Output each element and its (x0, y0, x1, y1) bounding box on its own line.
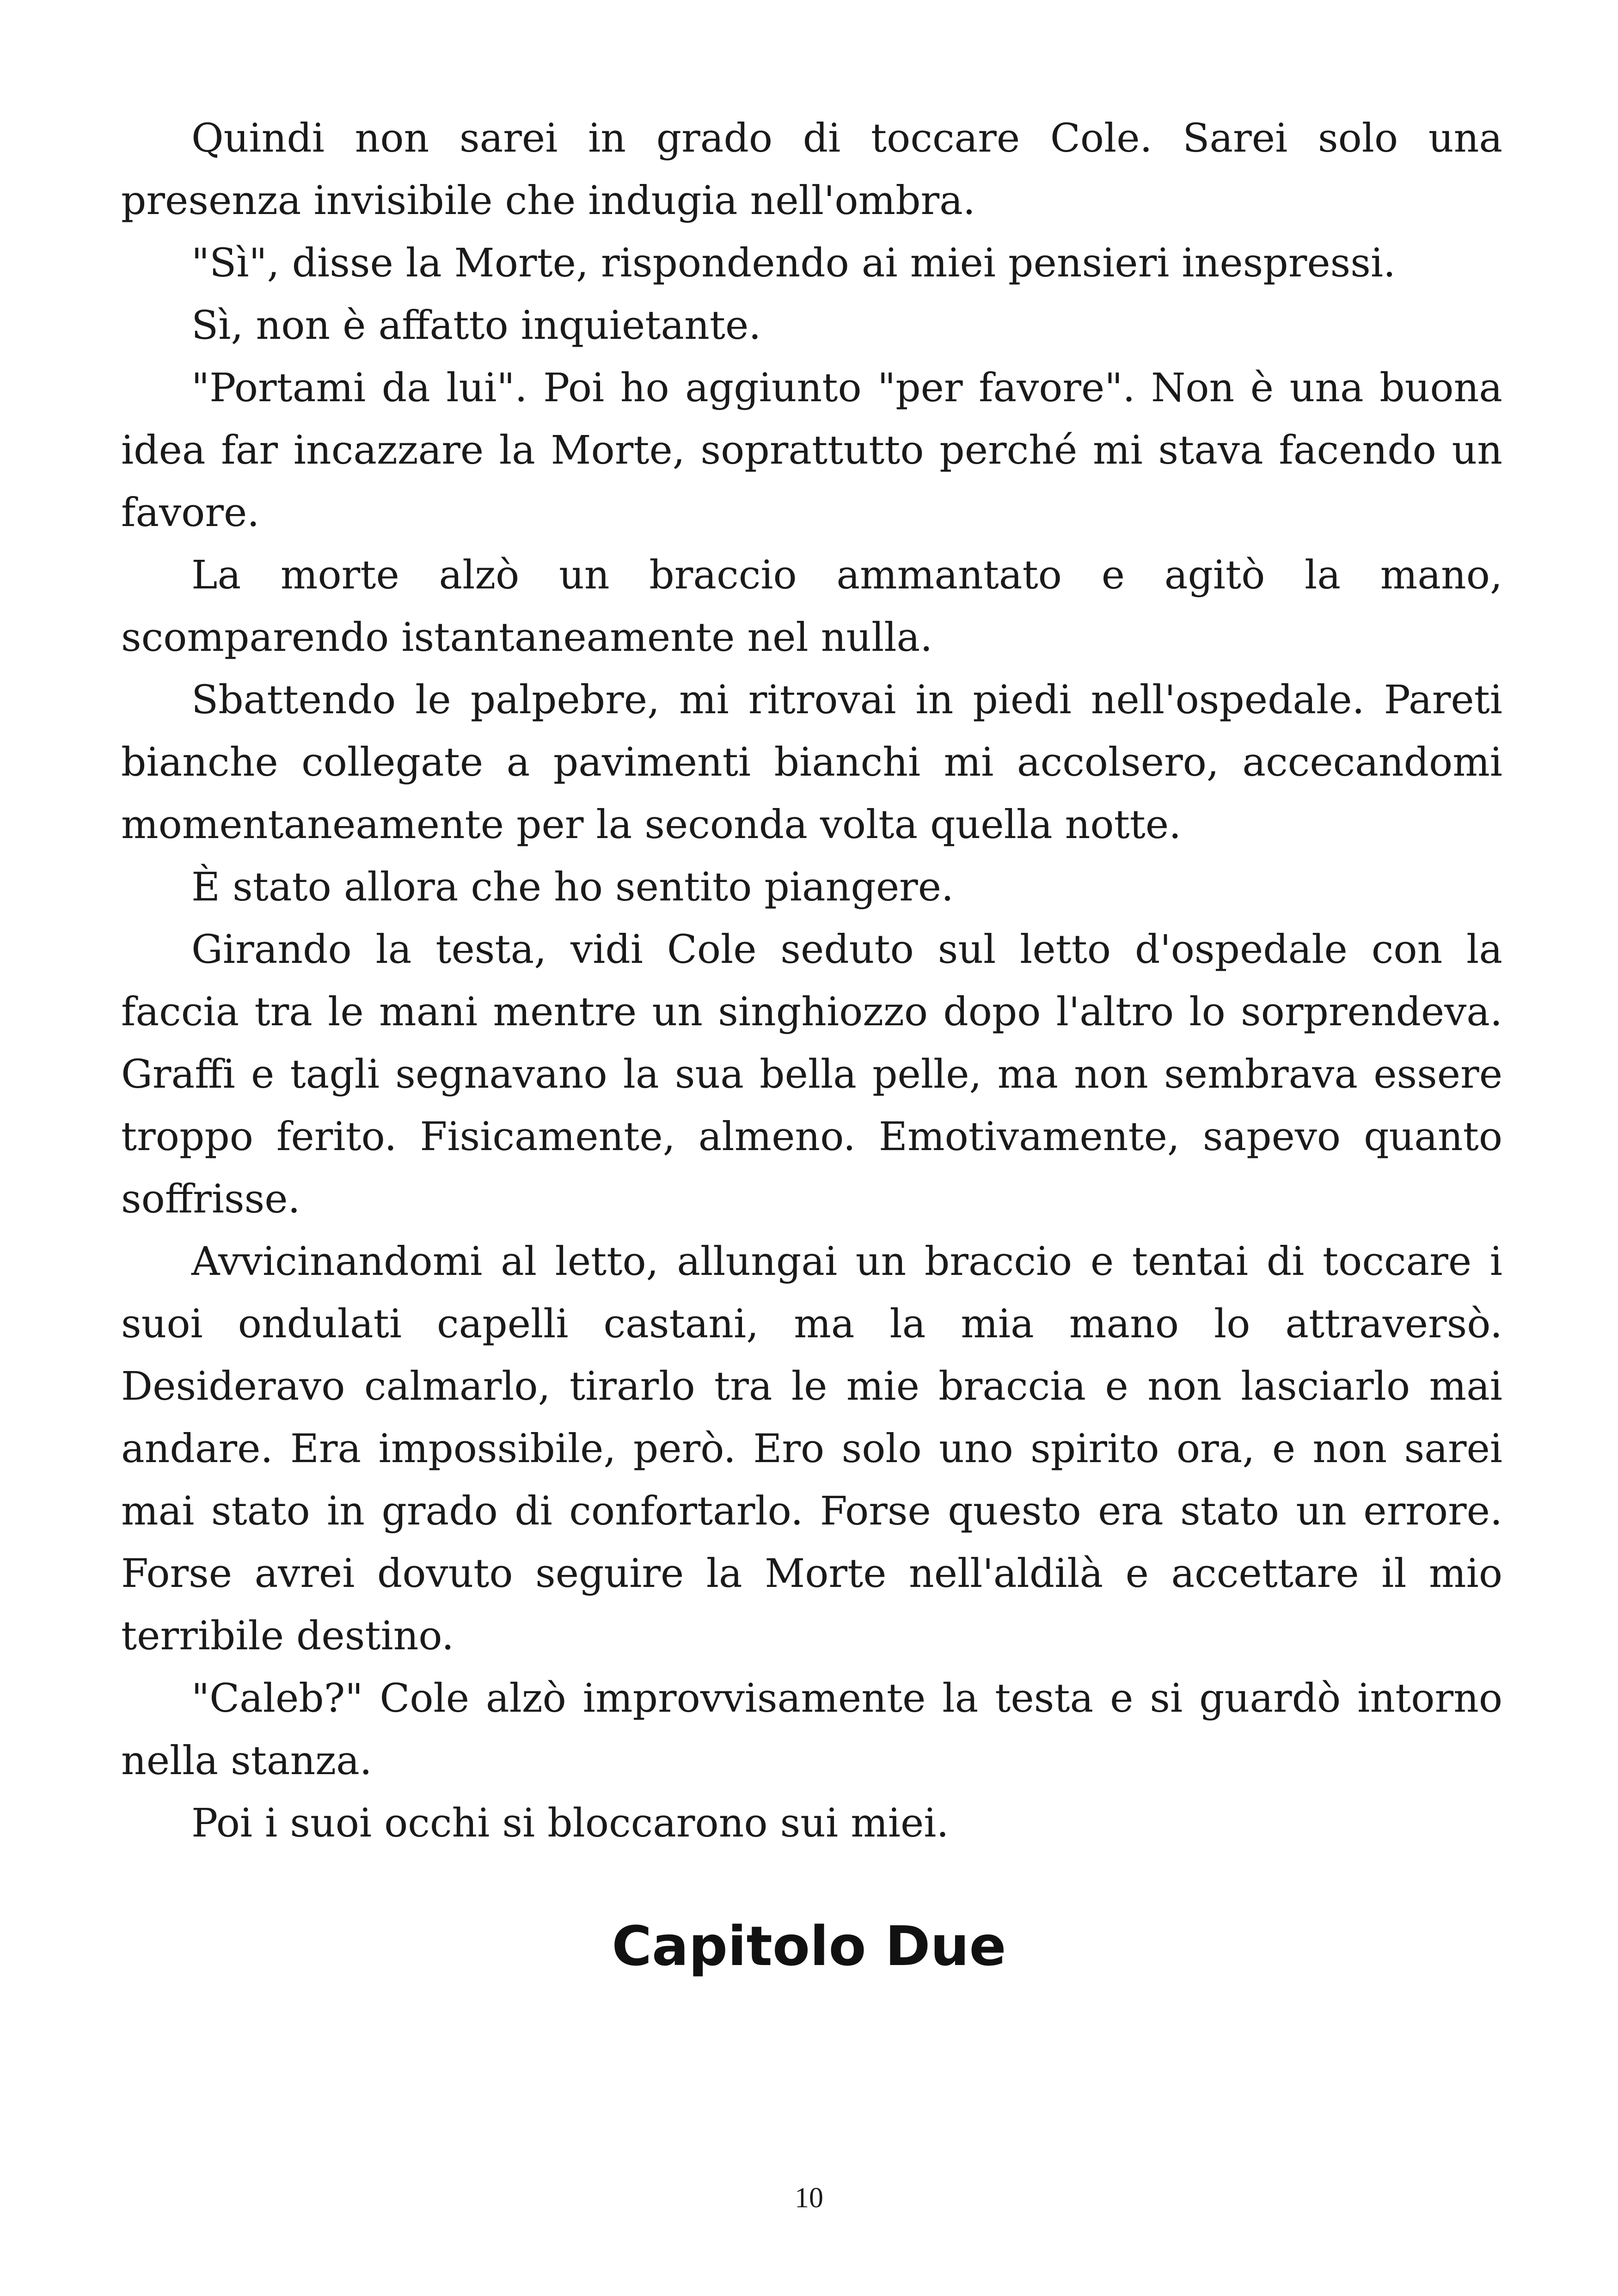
paragraph: Quindi non sarei in grado di toccare Cole. Sarei solo una presenza invisibile che indugia nell'ombra. (121, 116, 1502, 224)
paragraph: Poi i suoi occhi si bloccarono sui miei. (191, 1800, 949, 1846)
page-number: 10 (795, 2182, 823, 2214)
paragraph: "Caleb?" Cole alzò improvvisamente la testa e si guardò intorno nella stanza. (121, 1676, 1502, 1784)
paragraph: Sbattendo le palpebre, mi ritrovai in piedi nell'ospedale. Pareti bianche collegate a pavimenti bianchi mi accolsero, accecandomi momentaneamente per la seconda volta quella notte. (121, 677, 1502, 848)
body-text (121, 107, 1502, 1855)
paragraph: Sì, non è affatto inquietante. (191, 303, 761, 349)
paragraph: "Sì", disse la Morte, rispondendo ai miei pensieri inespressi. (191, 240, 1396, 286)
chapter-title: Capitolo Due (612, 1914, 1006, 1978)
paragraph: È stato allora che ho sentito piangere. (191, 864, 954, 910)
paragraph: La morte alzò un braccio ammantato e agitò la mano, scomparendo istantaneamente nel nulla. (121, 552, 1502, 661)
paragraph: Girando la testa, vidi Cole seduto sul letto d'ospedale con la faccia tra le mani mentre un singhiozzo dopo l'altro lo sorprendeva. Graffi e tagli segnavano la sua bella pelle, ma non sembrava essere troppo ferito. Fisicamente, almeno. Emotivamente, sapevo quanto soffrisse. (121, 927, 1502, 1222)
paragraph: Avvicinandomi al letto, allungai un braccio e tentai di toccare i suoi ondulati capelli castani, ma la mia mano lo attraversò. Desideravo calmarlo, tirarlo tra le mie braccia e non lasciarlo mai andare. Era impossibile, però. Ero solo uno spirito ora, e non sarei mai stato in grado di confortarlo. Forse questo era stato un errore. Forse avrei dovuto seguire la Morte nell'aldilà e accettare il mio terribile destino. (121, 1239, 1502, 1659)
paragraph: "Portami da lui". Poi ho aggiunto "per favore". Non è una buona idea far incazzare la Morte, soprattutto perché mi stava facendo un favore. (121, 365, 1502, 536)
